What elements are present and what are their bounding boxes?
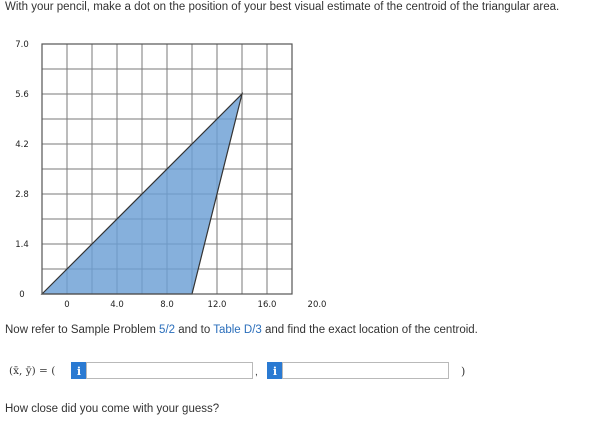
- x-tick-label: 4.0: [110, 300, 124, 310]
- coordinate-separator: ,: [255, 367, 258, 378]
- x-tick-label: 8.0: [160, 300, 174, 310]
- centroid-plot[interactable]: [0, 0, 330, 320]
- reference-prefix: Now refer to Sample Problem: [5, 324, 160, 336]
- x-tick-label: 12.0: [207, 300, 227, 310]
- y-tick-label: 7.0: [15, 40, 29, 50]
- instruction-text: With your pencil, make a dot on the position of your best visual estimate of the centroid of the triangular area.: [5, 1, 560, 13]
- reference-suffix: and find the exact location of the centroid.: [261, 324, 478, 336]
- y-tick-label: 4.2: [15, 140, 29, 150]
- answer-row: [5, 362, 595, 382]
- y-axis-ticks: [15, 40, 29, 300]
- y-tick-label: 5.6: [15, 90, 29, 100]
- reference-middle: and to: [175, 324, 214, 336]
- table-link[interactable]: Table D/3: [213, 324, 262, 336]
- y-bar-input[interactable]: [282, 362, 449, 379]
- close-paren: ): [461, 365, 466, 378]
- x-bar-input[interactable]: [86, 362, 253, 379]
- reference-text: [5, 324, 478, 336]
- y-tick-label: 1.4: [15, 240, 29, 250]
- x-tick-label: 16.0: [257, 300, 277, 310]
- info-icon-x[interactable]: i: [71, 362, 87, 379]
- sample-problem-link[interactable]: 5/2: [159, 324, 176, 336]
- y-tick-label: 2.8: [15, 190, 29, 200]
- x-tick-label: 0: [64, 300, 70, 310]
- y-tick-label: 0: [19, 290, 25, 300]
- info-icon-y[interactable]: i: [267, 362, 283, 379]
- x-axis-ticks: [64, 300, 326, 310]
- centroid-label: (x̄, ȳ) = (: [9, 365, 56, 377]
- question-text: How close did you come with your guess?: [5, 403, 220, 415]
- x-tick-label: 20.0: [307, 300, 327, 310]
